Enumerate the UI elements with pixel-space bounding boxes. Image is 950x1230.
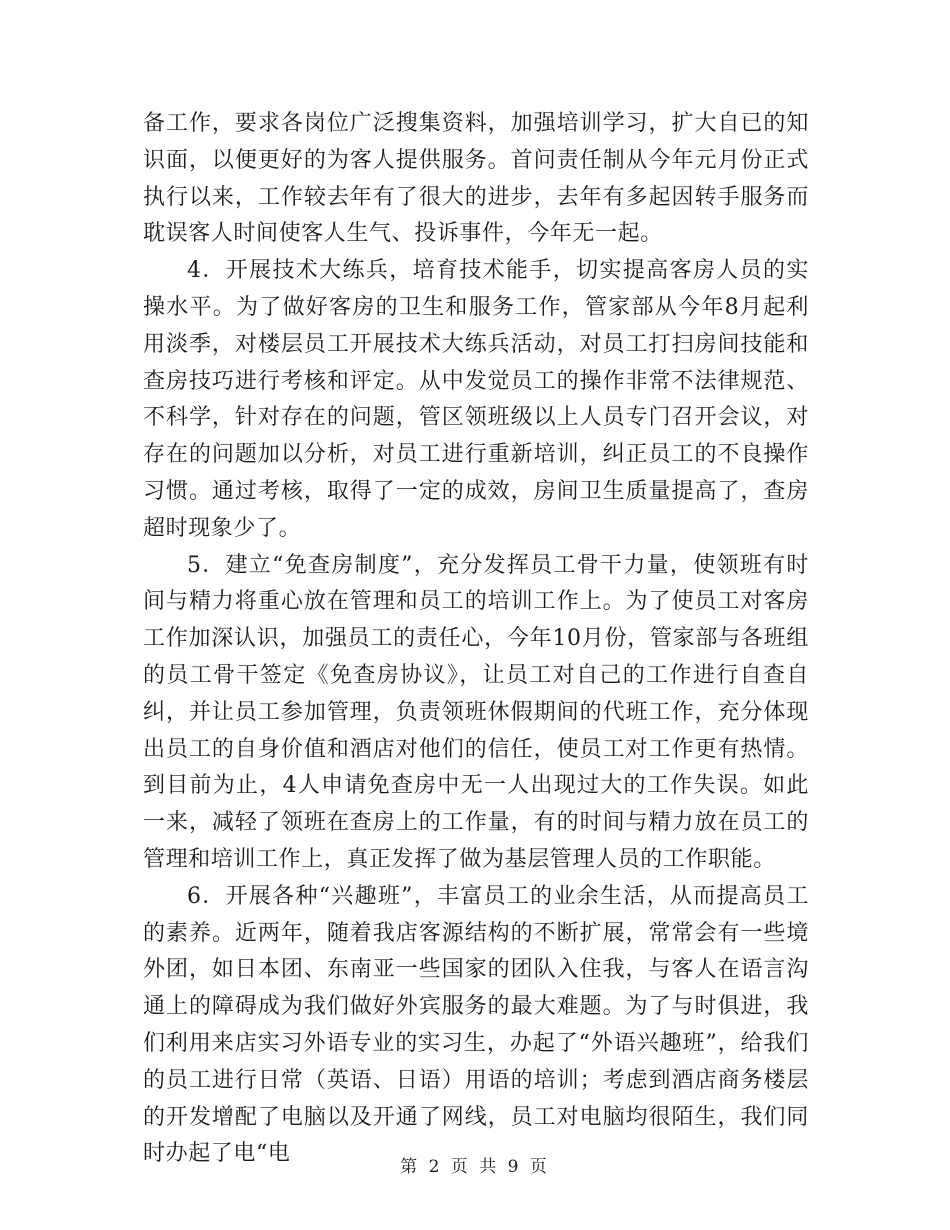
- page-number-footer: 第 2 页 共 9 页: [400, 1157, 550, 1177]
- paragraph-item-5: 5．建立“免查房制度”，充分发挥员工骨干力量，使领班有时间与精力将重心放在管理和员工的培训工作上。为了使员工对客房工作加深认识，加强员工的责任心，今年10月份，管家部与各班组的员工骨干签定《免查房协议》，让员工对自己的工作进行自查自纠，并让员工参加管理，负责领班休假期间的代班工作，充分体现出员工的自身价值和酒店对他们的信任，使员工对工作更有热情。到目前为止，4人申请免查房中无一人出现过大的工作失误。如此一来，减轻了领班在查房上的工作量，有的时间与精力放在员工的管理和培训工作上，真正发挥了做为基层管理人员的工作职能。: [143, 552, 809, 872]
- document-body: [143, 106, 809, 1173]
- paragraph-item-4: 4．开展技术大练兵，培育技术能手，切实提高客房人员的实操水平。为了做好客房的卫生和服务工作，管家部从今年8月起利用淡季，对楼层员工开展技术大练兵活动，对员工打扫房间技能和查房技巧进行考核和评定。从中发觉员工的操作非常不法律规范、不科学，针对存在的问题，管区领班级以上人员专门召开会议，对存在的问题加以分析，对员工进行重新培训，纠正员工的不良操作习惯。通过考核，取得了一定的成效，房间卫生质量提高了，查房超时现象少了。: [143, 258, 809, 541]
- paragraph-item-6: 6．开展各种“兴趣班”，丰富员工的业余生活，从而提高员工的素养。近两年，随着我店客源结构的不断扩展，常常会有一些境外团，如日本团、东南亚一些国家的团队入住我，与客人在语言沟通上的障碍成为我们做好外宾服务的最大难题。为了与时俱进，我们利用来店实习外语专业的实习生，办起了“外语兴趣班”，给我们的员工进行日常（英语、日语）用语的培训；考虑到酒店商务楼层的开发增配了电脑以及开通了网线，员工对电脑均很陌生，我们同时办起了电“电: [143, 883, 809, 1167]
- paragraph-continuation: 备工作，要求各岗位广泛搜集资料，加强培训学习，扩大自已的知识面，以便更好的为客人提供服务。首问责任制从今年元月份正式执行以来，工作较去年有了很大的进步，去年有多起因转手服务而耽误客人时间使客人生气、投诉事件，今年无一起。: [143, 111, 809, 247]
